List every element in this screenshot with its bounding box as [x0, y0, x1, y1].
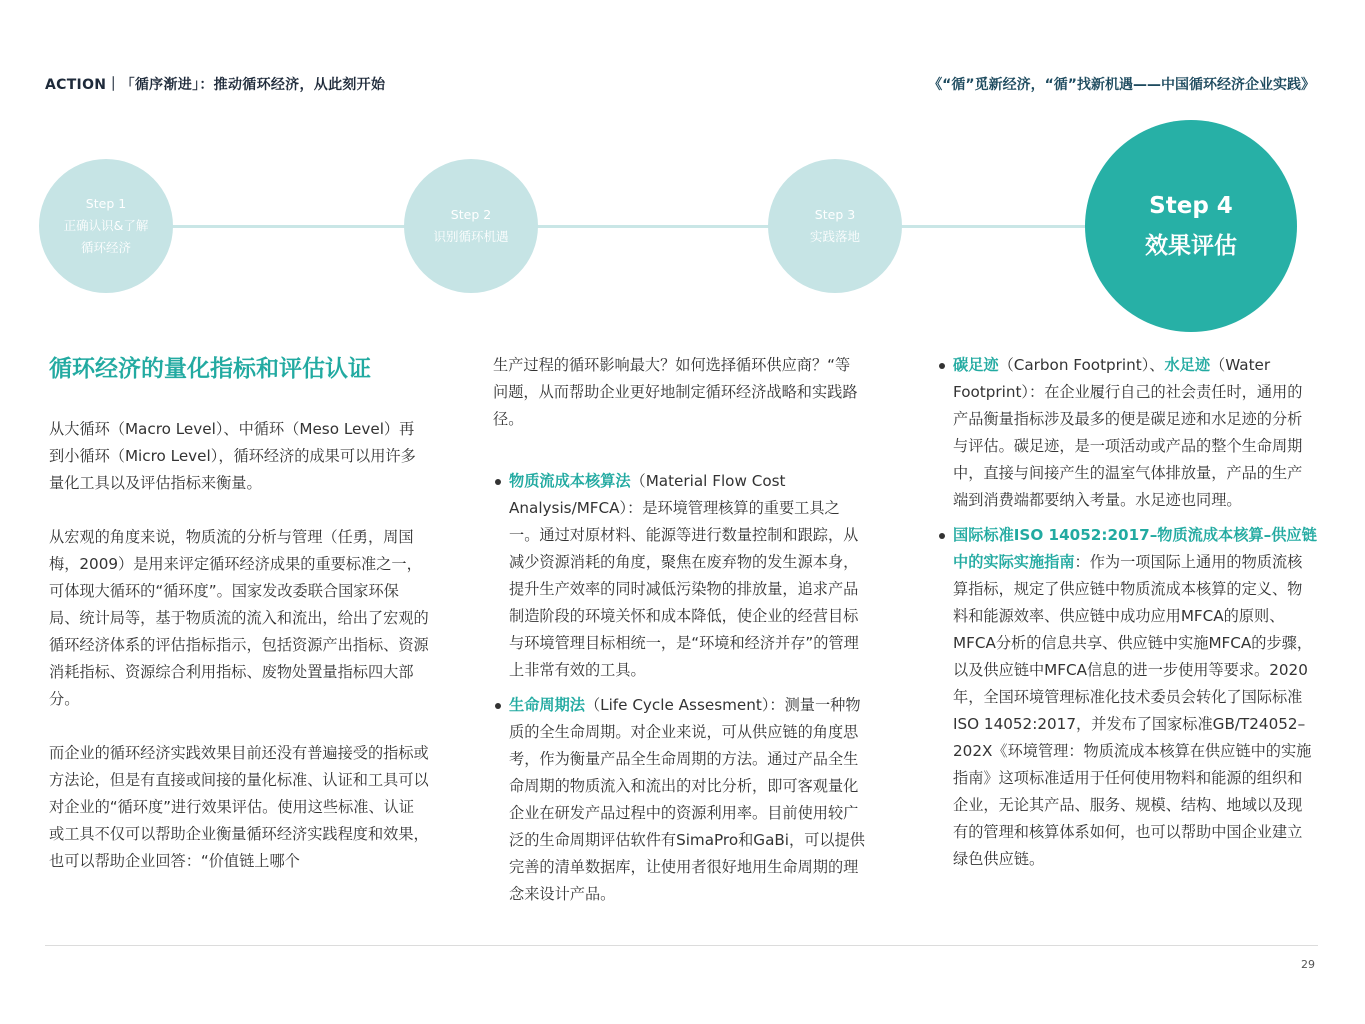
paragraph-2: 从宏观的角度来说，物质流的分析与管理（任勇，周国梅，2009）是用来评定循环经济成果的重要标准之一，可体现大循环的“循环度”。国家发改委联合国家环保局、统计局等，基于物质流的流入和流出，给出了宏观的循环经济体系的评估指标指示，包括资源产出指标、资源消耗指标、资源综合利用指标、废物处置量指标四大部分。	[49, 528, 429, 708]
section-title: 循环经济的量化指标和评估认证	[49, 356, 371, 382]
term-iso: 国际标准ISO 14052:2017–物质流成本核算–供应链中的实际实施指南	[953, 526, 1317, 571]
list-item-footprint	[937, 352, 1317, 514]
step-1-title: 正确认识&了解	[63, 218, 149, 233]
step-2-label: Step 2	[450, 207, 492, 222]
step-1-circle	[39, 159, 173, 293]
text-lca: （Life Cycle Assesment）：测量一种物质的全生命周期。对企业来说，可从供应链的角度思考，作为衡量产品全生命周期的方法。通过产品全生命周期的物质流入和流出的对比分析，即可客观量化企业在研发产品过程中的资源利用率。目前使用较广泛的生命周期评估软件有SimaPro和GaBi，可以提供完善的清单数据库，让使用者很好地用生命周期的理念来设计产品。	[509, 696, 865, 903]
step-3-title: 实践落地	[809, 229, 860, 244]
timeline-line	[105, 225, 1195, 228]
column-2	[493, 352, 865, 908]
header-left-title: ACTION｜「循序渐进」：推动循环经济，从此刻开始	[45, 77, 386, 93]
step-3-circle	[768, 159, 902, 293]
text-carbon-footprint: （Carbon Footprint）、	[998, 356, 1165, 374]
paragraph-3: 而企业的循环经济实践效果目前还没有普遍接受的指标或方法论，但是有直接或间接的量化标准、认证和工具可以对企业的“循环度”进行效果评估。使用这些标准、认证或工具不仅可以帮助企业衡量循环经济实践程度和效果，也可以帮助企业回答：“价值链上哪个	[49, 744, 429, 870]
term-carbon-footprint: 碳足迹	[953, 356, 999, 374]
page-number: 29	[1301, 958, 1315, 971]
footer-divider	[45, 945, 1318, 946]
step-4-circle	[1085, 120, 1297, 332]
paragraph-continued: 生产过程的循环影响最大？如何选择循环供应商？“等问题，从而帮助企业更好地制定循环经济战略和实践路径。	[493, 356, 858, 428]
column-3	[937, 352, 1317, 873]
text-iso: ：作为一项国际上通用的物质流核算指标，规定了供应链中物质流成本核算的定义、物料和能源效率、供应链中成功应用MFCA的原则、MFCA分析的信息共享、供应链中实施MFCA的步骤，以及供应链中MFCA信息的进一步使用等要求。2020年，全国环境管理标准化技术委员会转化了国际标准ISO 14052:2017，并发布了国家标准GB/T24052–202X《环境管理：物质流成本核算在供应链中的实施指南》这项标准适用于任何使用物料和能源的组织和企业，无论其产品、服务、规模、结构、地域以及现有的管理和核算体系如何，也可以帮助中国企业建立绿色供应链。	[953, 553, 1313, 868]
term-water-footprint: 水足迹	[1164, 356, 1211, 374]
step-2-circle	[404, 159, 538, 293]
text-mfca: （Material Flow Cost Analysis/MFCA）：是环境管理核算的重要工具之一。通过对原材料、能源等进行数量控制和跟踪，从减少资源消耗的角度，聚焦在废弃物的发生源本身，提升生产效率的同时减低污染物的排放量，追求产品制造阶段的环境关怀和成本降低，使企业的经营目标与环境管理目标相统一，是“环境和经济并存”的管理上非常有效的工具。	[509, 472, 859, 679]
term-mfca: 物质流成本核算法	[509, 472, 631, 490]
list-item-mfca	[493, 468, 865, 684]
step-2-title: 识别循环机遇	[433, 229, 509, 244]
term-lca: 生命周期法	[509, 696, 585, 714]
text-footprint: （Water Footprint）：在企业履行自己的社会责任时，通用的产品衡量指标涉及最多的便是碳足迹和水足迹的分析与评估。碳足迹，是一项活动或产品的整个生命周期中，直接与间接产生的温室气体排放量，产品的生产端到消费端都要纳入考量。水足迹也同理。	[953, 356, 1303, 509]
list-item-lca	[493, 692, 865, 908]
step-1-title-line2: 循环经济	[80, 240, 131, 255]
step-3-label: Step 3	[814, 207, 856, 222]
step-4-title: 效果评估	[1145, 233, 1237, 259]
header-right-title: 《“循”觅新经济，“循”找新机遇——中国循环经济企业实践》	[928, 77, 1315, 93]
step-1-label: Step 1	[85, 196, 127, 211]
list-item-iso	[937, 522, 1317, 873]
step-4-label: Step 4	[1149, 193, 1233, 219]
paragraph-1: 从大循环（Macro Level）、中循环（Meso Level）再到小循环（Micro Level），循环经济的成果可以用许多量化工具以及评估指标来衡量。	[49, 420, 416, 492]
column-1	[49, 352, 429, 875]
